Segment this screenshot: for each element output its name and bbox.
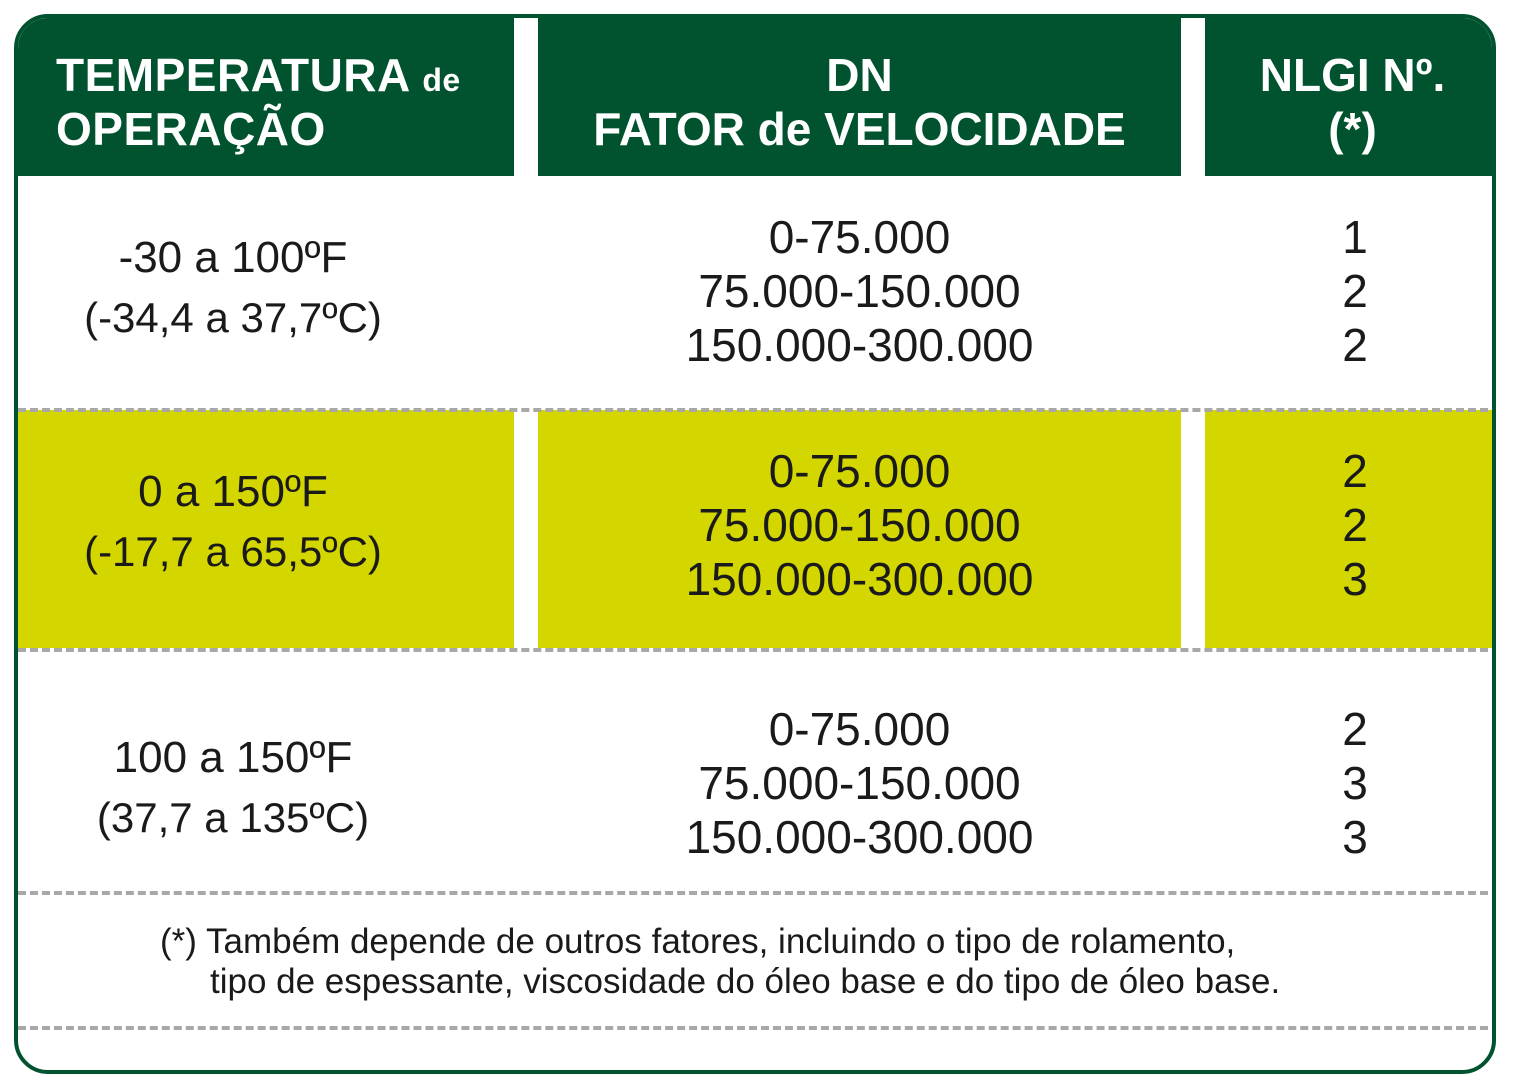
nlgi-value: 1 [1342, 211, 1368, 263]
row-divider [18, 648, 1496, 652]
temperature-c: (-34,4 a 37,7ºC) [84, 294, 382, 341]
nlgi-value: 2 [1342, 265, 1368, 317]
temperature-cell [18, 462, 448, 582]
nlgi-cell [1205, 210, 1496, 372]
header-temperature [18, 18, 514, 176]
nlgi-cell [1205, 702, 1496, 864]
footnote-line-2: tipo de espessante, viscosidade do óleo base e do tipo de óleo base. [210, 962, 1281, 1001]
row-divider [18, 1026, 1496, 1030]
dn-range: 150.000-300.000 [685, 811, 1034, 863]
nlgi-cell [1205, 444, 1496, 606]
nlgi-value: 3 [1342, 757, 1368, 809]
nlgi-value: 3 [1342, 811, 1368, 863]
temperature-f: -30 a 100ºF [118, 233, 348, 282]
temperature-f: 0 a 150ºF [138, 467, 328, 516]
grease-selection-table [14, 14, 1496, 1074]
header-nlgi [1205, 18, 1496, 176]
dn-cell [538, 702, 1181, 864]
temperature-f: 100 a 150ºF [113, 733, 353, 782]
dn-range: 0-75.000 [768, 211, 951, 263]
row-divider [18, 408, 1496, 412]
header-nlgi-title: NLGI Nº. [1259, 49, 1446, 101]
footnote-line-1: (*) Também depende de outros fatores, incluindo o tipo de rolamento, [160, 922, 1236, 961]
nlgi-value: 2 [1342, 445, 1368, 497]
header-nlgi-note: (*) [1328, 103, 1377, 155]
table-row-highlighted [18, 410, 1496, 648]
row-divider [18, 891, 1496, 895]
nlgi-value: 2 [1342, 499, 1368, 551]
dn-range: 75.000-150.000 [698, 265, 1021, 317]
header-temperature-de: de [422, 62, 461, 98]
header-dn-title: DN [826, 49, 893, 101]
header-temperature-title: TEMPERATURA [56, 49, 410, 101]
nlgi-value: 2 [1342, 703, 1368, 755]
table-row [18, 650, 1496, 892]
header-dn-subtitle: FATOR de VELOCIDADE [593, 103, 1126, 155]
dn-range: 150.000-300.000 [685, 553, 1034, 605]
header-dn [538, 18, 1181, 176]
dn-range: 0-75.000 [768, 445, 951, 497]
dn-range: 150.000-300.000 [685, 319, 1034, 371]
temperature-cell [18, 728, 448, 848]
dn-range: 75.000-150.000 [698, 499, 1021, 551]
header-temperature-subtitle: OPERAÇÃO [56, 103, 326, 155]
dn-cell [538, 210, 1181, 372]
dn-range: 0-75.000 [768, 703, 951, 755]
nlgi-value: 2 [1342, 319, 1368, 371]
temperature-cell [18, 228, 448, 348]
table-row [18, 176, 1496, 408]
dn-range: 75.000-150.000 [698, 757, 1021, 809]
dn-cell [538, 444, 1181, 606]
nlgi-value: 3 [1342, 553, 1368, 605]
temperature-c: (-17,7 a 65,5ºC) [84, 528, 382, 575]
temperature-c: (37,7 a 135ºC) [96, 794, 370, 841]
